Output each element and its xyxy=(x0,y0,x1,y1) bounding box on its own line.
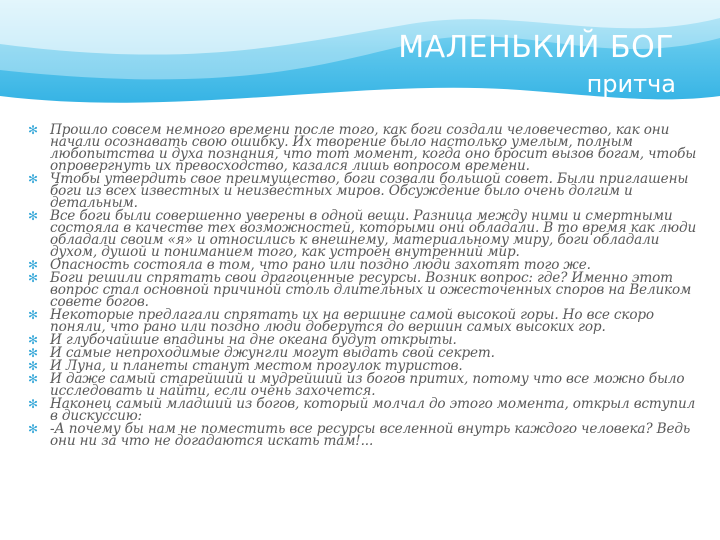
snowflake-bullet-icon: ✻ xyxy=(28,308,38,322)
slide-subtitle: притча xyxy=(586,70,676,98)
item-text: Некоторые предлагали спрятать их на вершине самой высокой горы. Но все скоро поняли, что рано или поздно люди доберутся до вершин самых высоких гор. xyxy=(50,307,654,335)
item-text: Боги решили спрятать свои драгоценные ресурсы. Возник вопрос: где? Именно этот вопрос стал основной причиной столь длительных и ожесточенных споров на Великом совете богов. xyxy=(50,270,692,310)
snowflake-bullet-icon: ✻ xyxy=(28,258,38,272)
snowflake-bullet-icon: ✻ xyxy=(28,123,38,137)
item-text: Все боги были совершенно уверены в одной вещи. Разница между ними и смертными состояла в качестве тех возможностей, которыми они обладали. В то время как люди обладали своим «я» и относились к внешнему, материальному миру, боги обладали духом, душой и пониманием того, как устроен внутренний мир. xyxy=(50,208,697,260)
snowflake-bullet-icon: ✻ xyxy=(28,372,38,386)
snowflake-bullet-icon: ✻ xyxy=(28,359,38,373)
snowflake-bullet-icon: ✻ xyxy=(28,422,38,436)
text-item xyxy=(28,309,704,333)
item-text: И Луна, и планеты станут местом прогулок туристов. xyxy=(50,358,463,374)
snowflake-bullet-icon: ✻ xyxy=(28,271,38,285)
snowflake-bullet-icon: ✻ xyxy=(28,346,38,360)
item-text: И даже самый старейший и мудрейший из богов притих, потому что все можно было исследовать и найти, если очень захочется. xyxy=(50,371,685,399)
item-text: И самые непроходимые джунгли могут выдать свой секрет. xyxy=(50,345,495,361)
text-item xyxy=(28,398,704,422)
snowflake-bullet-icon: ✻ xyxy=(28,397,38,411)
header-banner xyxy=(0,0,720,112)
snowflake-bullet-icon: ✻ xyxy=(28,209,38,223)
item-text: И глубочайшие впадины на дне океана будут открыты. xyxy=(50,332,457,348)
parable-text-list xyxy=(28,124,704,448)
text-item xyxy=(28,423,704,447)
item-text: -А почему бы нам не поместить все ресурсы вселенной внутрь каждого человека? Ведь они ни за что не догадаются искать там!... xyxy=(50,421,691,449)
snowflake-bullet-icon: ✻ xyxy=(28,172,38,186)
text-item xyxy=(28,210,704,258)
item-text: Прошло совсем немного времени после того, как боги создали человечество, как они начали осознавать свою ошибку. Их творение было настолько умелым, полным любопытства и духа познания, что тот момент, когда оно бросит вызов богам, чтобы опровергнуть их превосходство, казался лишь вопросом времени. xyxy=(50,122,697,174)
item-text: Наконец самый младший из богов, который молчал до этого момента, открыл вступил в дискуссию: xyxy=(50,396,696,424)
text-item xyxy=(28,173,704,209)
snowflake-bullet-icon: ✻ xyxy=(28,333,38,347)
text-item xyxy=(28,272,704,308)
item-text: Чтобы утвердить свое преимущество, боги созвали большой совет. Были приглашены боги из всех известных и неизвестных миров. Обсуждение было очень долгим и детальным. xyxy=(50,171,689,211)
slide-title: МАЛЕНЬКИЙ БОГ xyxy=(398,30,674,65)
item-text: Опасность состояла в том, что рано или поздно люди захотят того же. xyxy=(50,257,591,273)
text-item xyxy=(28,373,704,397)
text-item xyxy=(28,124,704,172)
